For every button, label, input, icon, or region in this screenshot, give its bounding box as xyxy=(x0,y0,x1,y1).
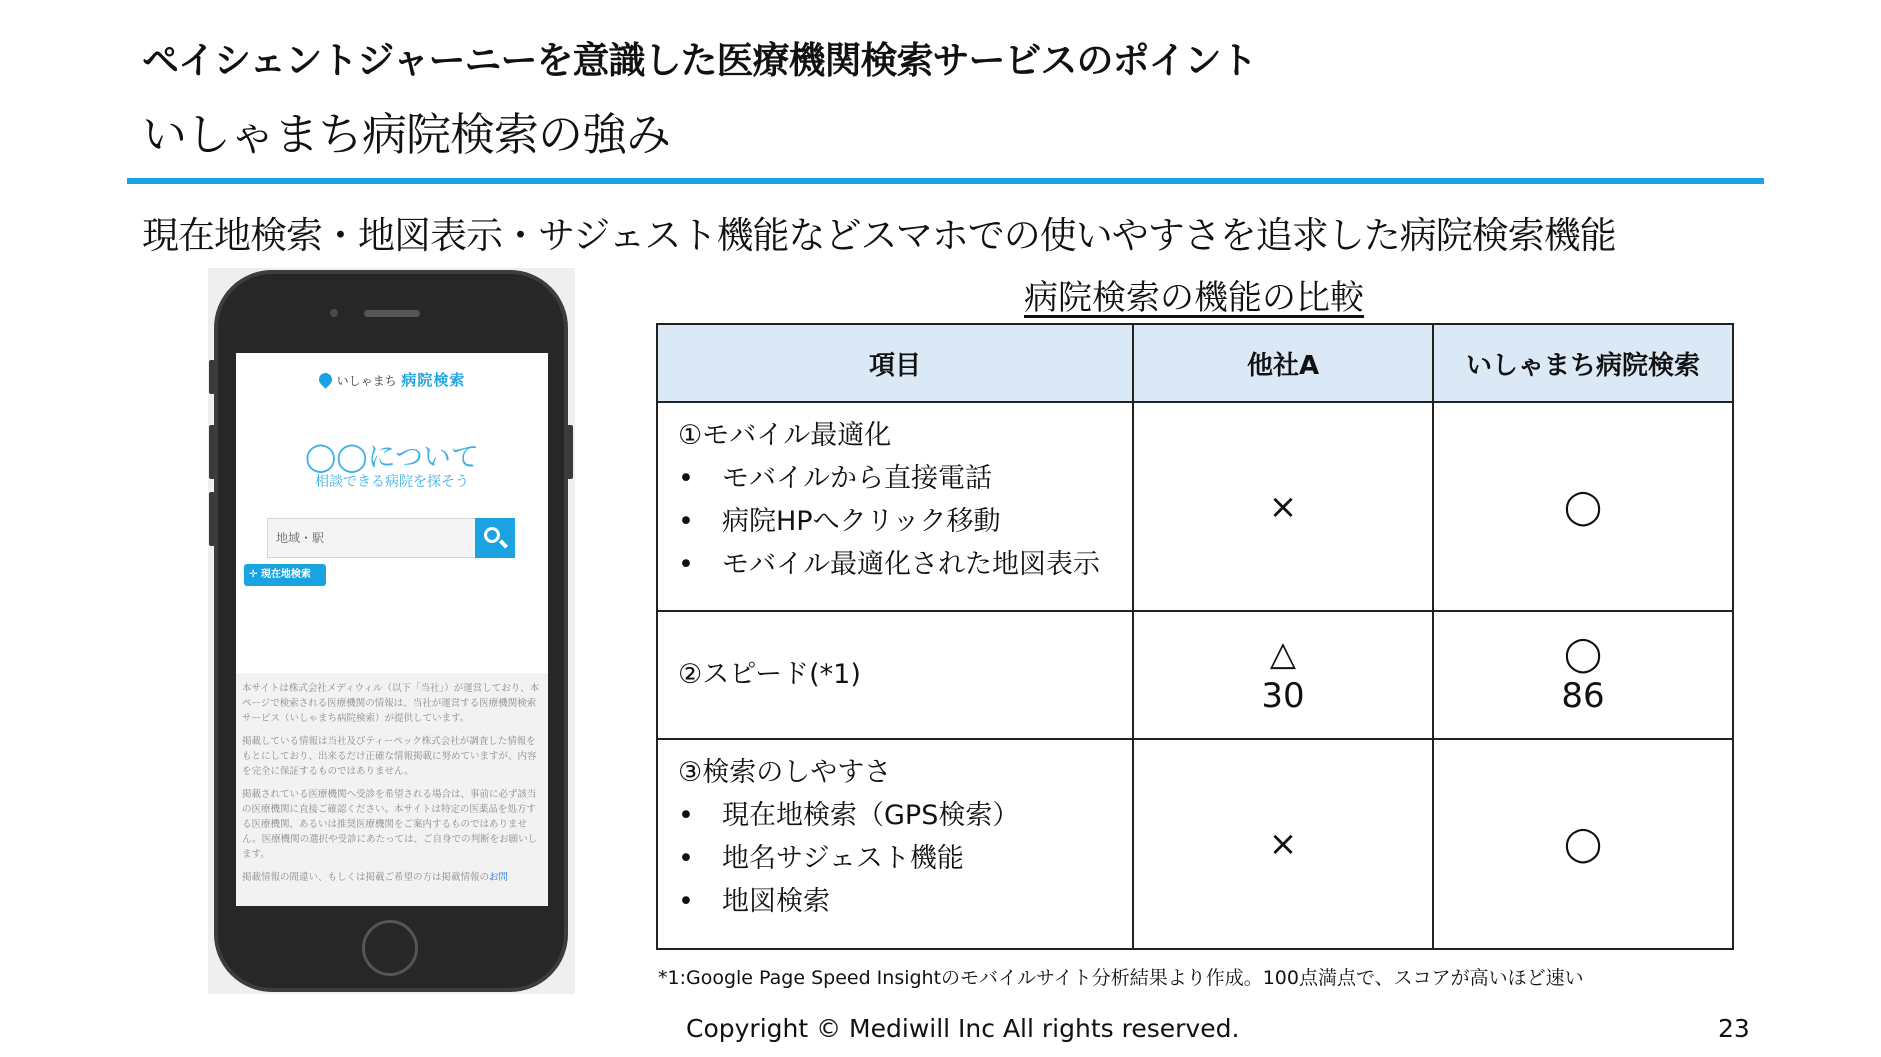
slide-title: いしゃまち病院検索の強み xyxy=(142,108,671,161)
disclaimer-section xyxy=(236,673,548,906)
item-title: ②スピード(*1) xyxy=(678,659,861,690)
copyright: Copyright © Mediwill Inc All rights reserved. xyxy=(686,1014,1240,1043)
list-item: • 地名サジェスト機能 xyxy=(678,837,1132,880)
hero-subheading: 相談できる病院を探そう xyxy=(315,474,469,490)
current-location-label: 現在地検索 xyxy=(260,569,311,580)
title-divider xyxy=(127,178,1764,184)
disclaimer-paragraph: 本サイトは株式会社メディウィル（以下「当社」）が運営しており、本ページで検索される医療機関の情報は、当社が運営する医療機関検索サービス（いしゃまち病院検索）が提供しています。 xyxy=(242,683,540,724)
list-item: • 病院HPへクリック移動 xyxy=(678,500,1132,543)
competitor-mark: × xyxy=(1133,402,1433,611)
table-row xyxy=(657,739,1733,949)
disclaimer-contact-line xyxy=(242,870,542,885)
page-number: 23 xyxy=(1718,1014,1750,1043)
list-item: • モバイル最適化された地図表示 xyxy=(678,543,1132,586)
footnote: *1:Google Page Speed Insightのモバイルサイト分析結果より作成。100点満点で、スコアが高いほど速い xyxy=(658,967,1584,989)
item-cell xyxy=(657,611,1133,739)
item-cell xyxy=(657,402,1133,611)
item-title: ③検索のしやすさ xyxy=(678,757,892,788)
table-row xyxy=(657,402,1733,611)
search-button[interactable] xyxy=(475,518,515,558)
comparison-title xyxy=(656,270,1732,319)
ishamachi-mark: ◯ xyxy=(1433,402,1733,611)
competitor-speed-cell xyxy=(1133,611,1433,739)
list-item: • モバイルから直接電話 xyxy=(678,457,1132,500)
item-bullets xyxy=(678,794,1132,923)
slide-kicker: ペイシェントジャーニーを意識した医療機関検索サービスのポイント xyxy=(142,39,1257,82)
phone-screen xyxy=(236,353,548,906)
phone-home-button xyxy=(362,920,418,976)
comparison-table xyxy=(656,323,1734,950)
ishamachi-speed-cell xyxy=(1433,611,1733,739)
item-bullets xyxy=(678,457,1132,586)
area-station-search-input[interactable]: 地域・駅 xyxy=(267,518,475,558)
contact-link[interactable]: お問 xyxy=(489,872,509,883)
phone-speaker xyxy=(364,310,420,317)
table-row xyxy=(657,611,1733,739)
logo-small-text: いしゃまち xyxy=(336,374,397,388)
item-cell xyxy=(657,739,1133,949)
search-icon-handle xyxy=(499,539,508,548)
competitor-speed-score: 30 xyxy=(1261,676,1305,716)
site-logo[interactable] xyxy=(236,369,548,390)
competitor-mark: × xyxy=(1133,739,1433,949)
competitor-mark: △ xyxy=(1269,634,1297,674)
comparison-title-text: 病院検索の機能の比較 xyxy=(1024,278,1364,318)
drop-logo-icon xyxy=(316,370,334,388)
ishamachi-speed-score: 86 xyxy=(1561,676,1605,716)
disclaimer-paragraph: 掲載している情報は当社及びティーペック株式会社が調査した情報をもとにしており、出来るだけ正確な情報掲載に努めていますが、内容を完全に保証するものではありません。 xyxy=(242,736,537,777)
search-icon xyxy=(484,527,500,543)
hero-heading: ◯◯について xyxy=(304,440,480,473)
list-item: • 地図検索 xyxy=(678,880,1132,923)
item-title: ①モバイル最適化 xyxy=(678,420,892,451)
slide-lead: 現在地検索・地図表示・サジェスト機能などスマホでの使いやすさを追求した病院検索機能 xyxy=(142,214,1616,257)
table-header-row xyxy=(657,324,1733,402)
ishamachi-mark: ◯ xyxy=(1563,634,1603,674)
header-competitor: 他社A xyxy=(1133,324,1433,402)
crosshair-icon: ✛ xyxy=(249,569,258,580)
list-item: • 現在地検索（GPS検索） xyxy=(678,794,1132,837)
phone-camera xyxy=(330,309,338,317)
ishamachi-mark: ◯ xyxy=(1433,739,1733,949)
logo-main-text: 病院検索 xyxy=(401,371,466,389)
disclaimer-paragraph: 掲載されている医療機関へ受診を希望される場合は、事前に必ず該当の医療機関に直接ご確認ください。本サイトは特定の医薬品を処方する医療機関、あるいは推奨医療機関をご案内するものではありません。医療機関の選択や受診にあたっては、ご自身での判断をお願いします。 xyxy=(242,789,538,860)
disclaimer-contact-text: 掲載情報の間違い、もしくは掲載ご希望の方は掲載情報の xyxy=(242,872,490,883)
header-item: 項目 xyxy=(657,324,1133,402)
header-ishamachi: いしゃまち病院検索 xyxy=(1433,324,1733,402)
current-location-search-button[interactable] xyxy=(244,564,326,586)
